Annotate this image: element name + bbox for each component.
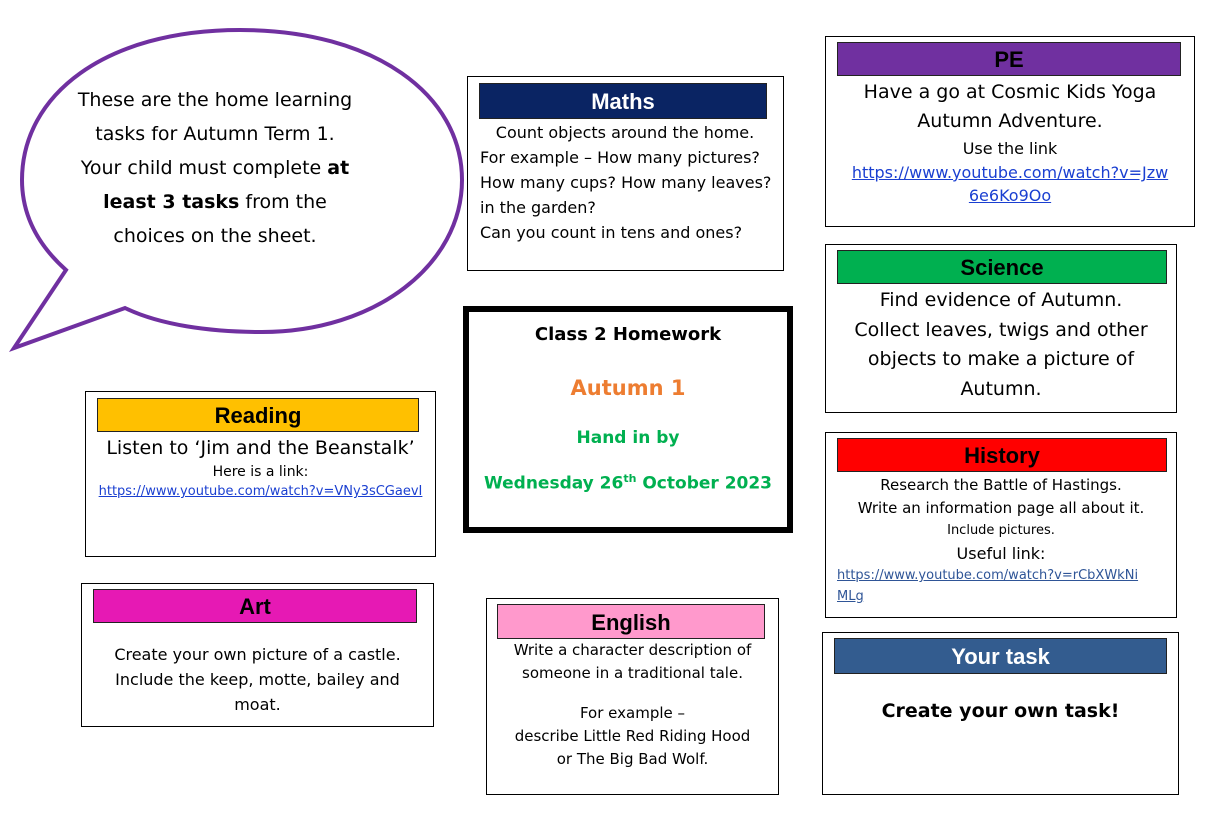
english-text [489,639,776,771]
english-title: English [497,604,765,639]
bubble-line: least 3 tasks from the [103,191,327,213]
hand-in-label: Hand in by [576,428,680,448]
maths-line: How many cups? How many leaves? [480,173,772,192]
maths-text [470,120,780,245]
your-task-title: Your task [834,638,1167,674]
maths-line: Can you count in tens and ones? [480,223,743,242]
maths-line: in the garden? [480,198,596,217]
pe-link-part[interactable]: 6e6Ko9Oo [968,186,1052,205]
english-line: or The Big Bad Wolf. [556,750,709,768]
history-link-part[interactable]: MLg [837,589,864,604]
pe-line: Use the link [962,139,1058,158]
art-text [84,642,431,717]
pe-title: PE [837,42,1181,76]
history-link-part[interactable]: https://www.youtube.com/watch?v=rCbXWkNi [837,568,1139,583]
bubble-text [75,83,355,253]
history-line: Include pictures. [947,523,1055,538]
art-line: Create your own picture of a castle. [114,645,401,664]
history-line: Useful link: [956,544,1046,563]
maths-title: Maths [479,83,767,119]
science-text [828,286,1174,404]
reading-line: Here is a link: [212,464,309,480]
maths-line: Count objects around the home. [495,123,755,142]
history-line: Write an information page all about it. [857,499,1145,517]
homework-card [463,306,793,533]
pe-line: Autumn Adventure. [917,110,1103,132]
science-line: Find evidence of Autumn. [879,289,1123,311]
bubble-line: tasks for Autumn Term 1. [95,123,335,145]
reading-line: Listen to ‘Jim and the Beanstalk’ [106,437,415,459]
pe-line: Have a go at Cosmic Kids Yoga [863,81,1157,103]
bubble-line: choices on the sheet. [113,225,317,247]
history-line: Research the Battle of Hastings. [880,476,1122,494]
pe-link[interactable] [830,161,1190,207]
reading-link[interactable]: https://www.youtube.com/watch?v=VNy3sCGaevI [98,484,423,499]
english-line: Write a character description of [513,641,752,659]
science-title: Science [837,250,1167,284]
english-line: someone in a traditional tale. [522,664,743,682]
science-line: Autumn. [960,377,1042,400]
english-line: For example – [579,704,686,722]
maths-line: For example – How many pictures? [480,148,760,167]
science-line: Collect leaves, twigs and other [854,318,1148,341]
art-line: Include the keep, motte, bailey and [115,670,400,689]
pe-link-part[interactable]: https://www.youtube.com/watch?v=Jzw [851,163,1169,182]
reading-title: Reading [97,398,419,432]
homework-term: Autumn 1 [570,376,686,400]
history-title: History [837,438,1167,472]
bubble-line: These are the home learning [77,89,353,111]
bubble-line: Your child must complete at [80,157,350,179]
your-task-text: Create your own task! [881,700,1120,722]
homework-title: Class 2 Homework [534,324,722,345]
science-line: objects to make a picture of [867,348,1135,370]
reading-text [88,434,433,501]
history-text [828,474,1174,607]
hand-in-date: Wednesday 26th October 2023 [483,472,773,494]
english-line: describe Little Red Riding Hood [514,727,751,745]
pe-text [830,78,1190,207]
history-link[interactable] [828,565,1174,607]
art-title: Art [93,589,417,623]
art-line: moat. [234,695,281,714]
